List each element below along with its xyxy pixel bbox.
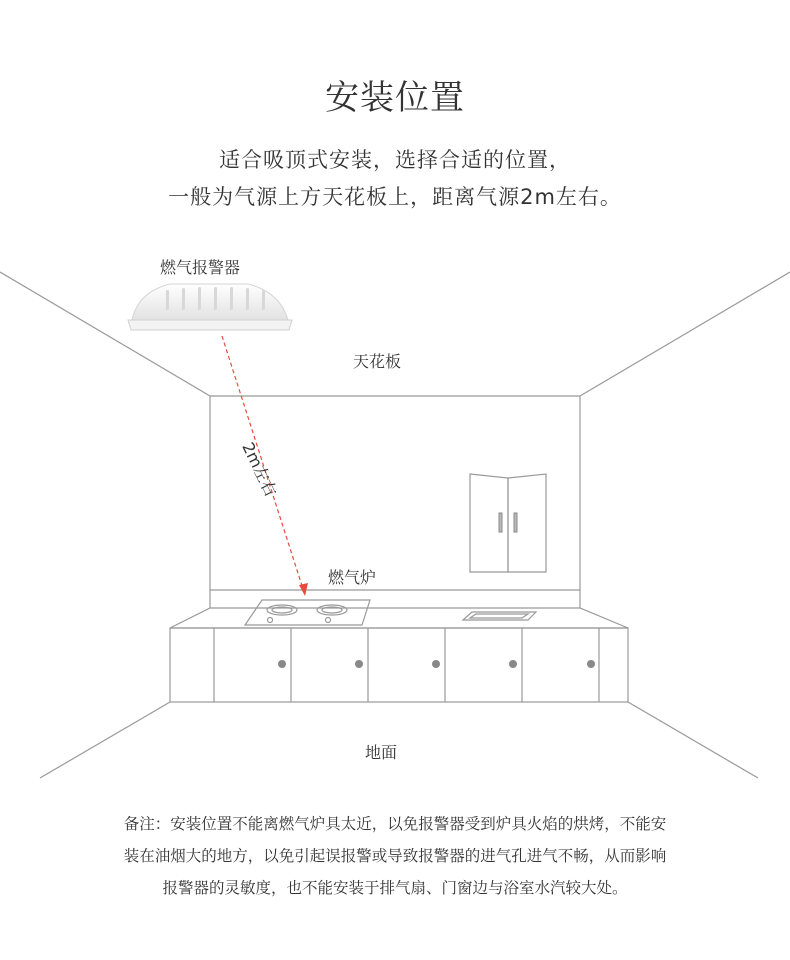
ceiling-edge-right — [580, 272, 790, 396]
cabinet-knobs — [278, 660, 595, 668]
stove-label: 燃气炉 — [328, 568, 377, 587]
sink — [463, 612, 536, 620]
distance-label: 2m左右 — [238, 439, 281, 500]
floor-edge-left — [40, 702, 170, 778]
note-line-2: 装在油烟大的地方，以免引起误报警或导致报警器的进气孔进气不畅，从而影响 — [123, 847, 667, 865]
wall-cabinet — [470, 474, 546, 572]
subtitle-line-2: 一般为气源上方天花板上，距离气源2m左右。 — [168, 185, 622, 209]
installation-note — [60, 808, 730, 904]
page-title: 安装位置 — [325, 78, 465, 118]
subtitle-line-1: 适合吸顶式安装，选择合适的位置， — [219, 148, 571, 172]
note-line-3: 报警器的灵敏度，也不能安装于排气扇、门窗边与浴室水汽较大处。 — [162, 879, 628, 897]
floor-edge-right — [628, 702, 758, 778]
note-line-1: 备注：安装位置不能离燃气炉具太近，以免报警器受到炉具火焰的烘烤，不能安 — [123, 815, 667, 833]
installation-diagram — [0, 240, 790, 800]
gas-detector — [128, 284, 292, 330]
floor-label: 地面 — [365, 743, 398, 762]
countertop — [170, 608, 628, 628]
ceiling-label: 天花板 — [353, 352, 402, 371]
room-illustration — [0, 240, 790, 800]
detector-label: 燃气报警器 — [160, 258, 241, 277]
base-cabinets — [170, 628, 628, 702]
gas-stove — [245, 600, 370, 625]
